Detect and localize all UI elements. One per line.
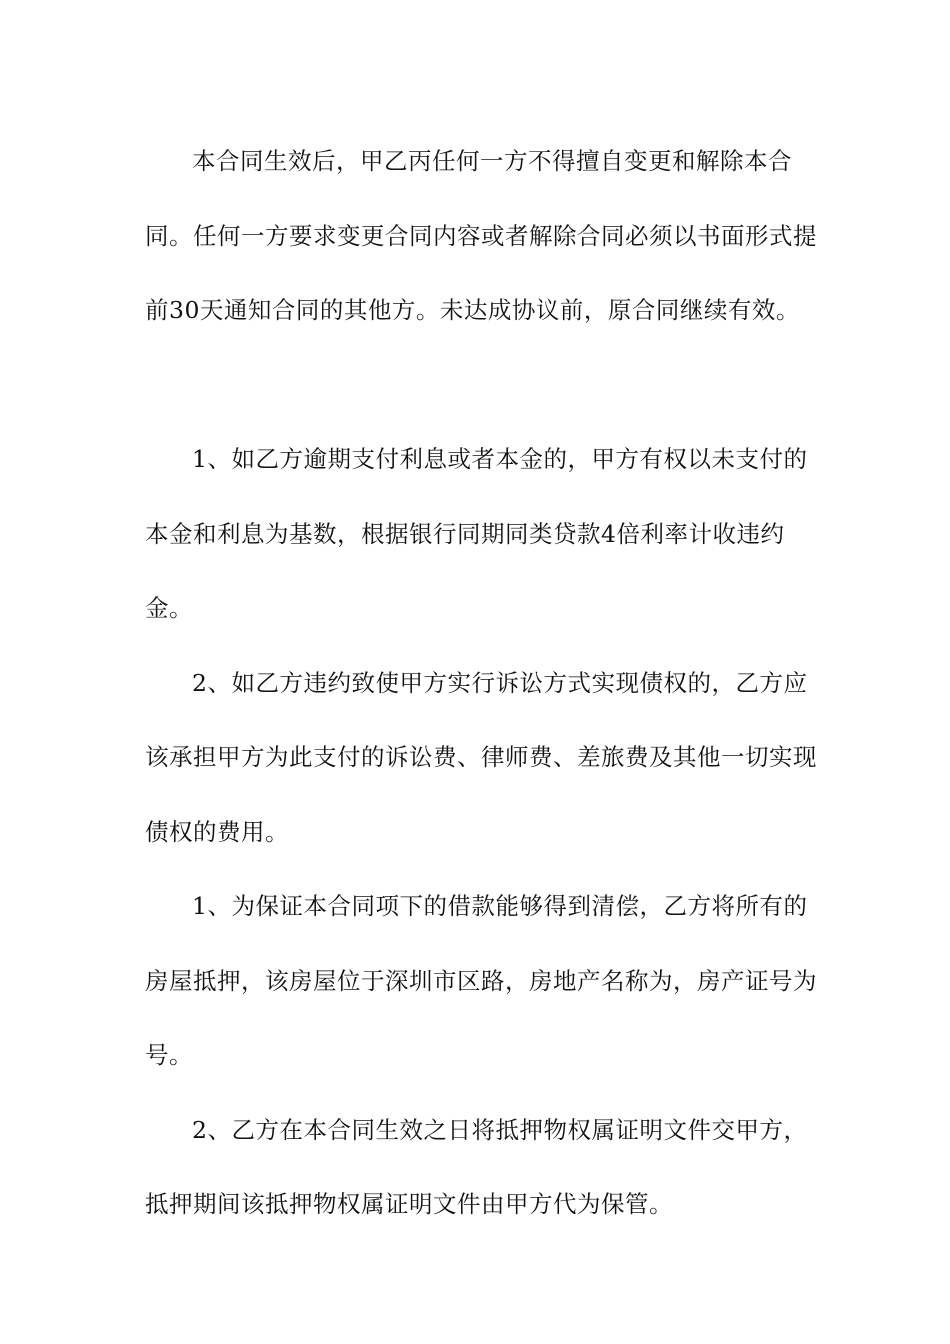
paragraph-contract-modification: 本合同生效后，甲乙丙任何一方不得擅自变更和解除本合同。任何一方要求变更合同内容或者解除合同必须以书面形式提前30天通知合同的其他方。未达成协议前，原合同继续有效。 (145, 147, 817, 324)
document-body (145, 124, 820, 1242)
paragraph-title-documents: 2、乙方在本合同生效之日将抵押物权属证明文件交甲方，抵押期间该抵押物权属证明文件由甲方代为保管。 (145, 1115, 808, 1218)
paragraph-litigation-costs: 2、如乙方违约致使甲方实行诉讼方式实现债权的，乙方应该承担甲方为此支付的诉讼费、律师费、差旅费及其他一切实现债权的费用。 (145, 668, 817, 846)
paragraph-overdue-penalty: 1、如乙方逾期支付利息或者本金的，甲方有权以未支付的本金和利息为基数，根据银行同期同类贷款4倍利率计收违约金。 (145, 445, 808, 622)
paragraph-mortgage-property: 1、为保证本合同项下的借款能够得到清偿，乙方将所有的房屋抵押，该房屋位于深圳市区路，房地产名称为，房产证号为号。 (145, 892, 817, 1069)
